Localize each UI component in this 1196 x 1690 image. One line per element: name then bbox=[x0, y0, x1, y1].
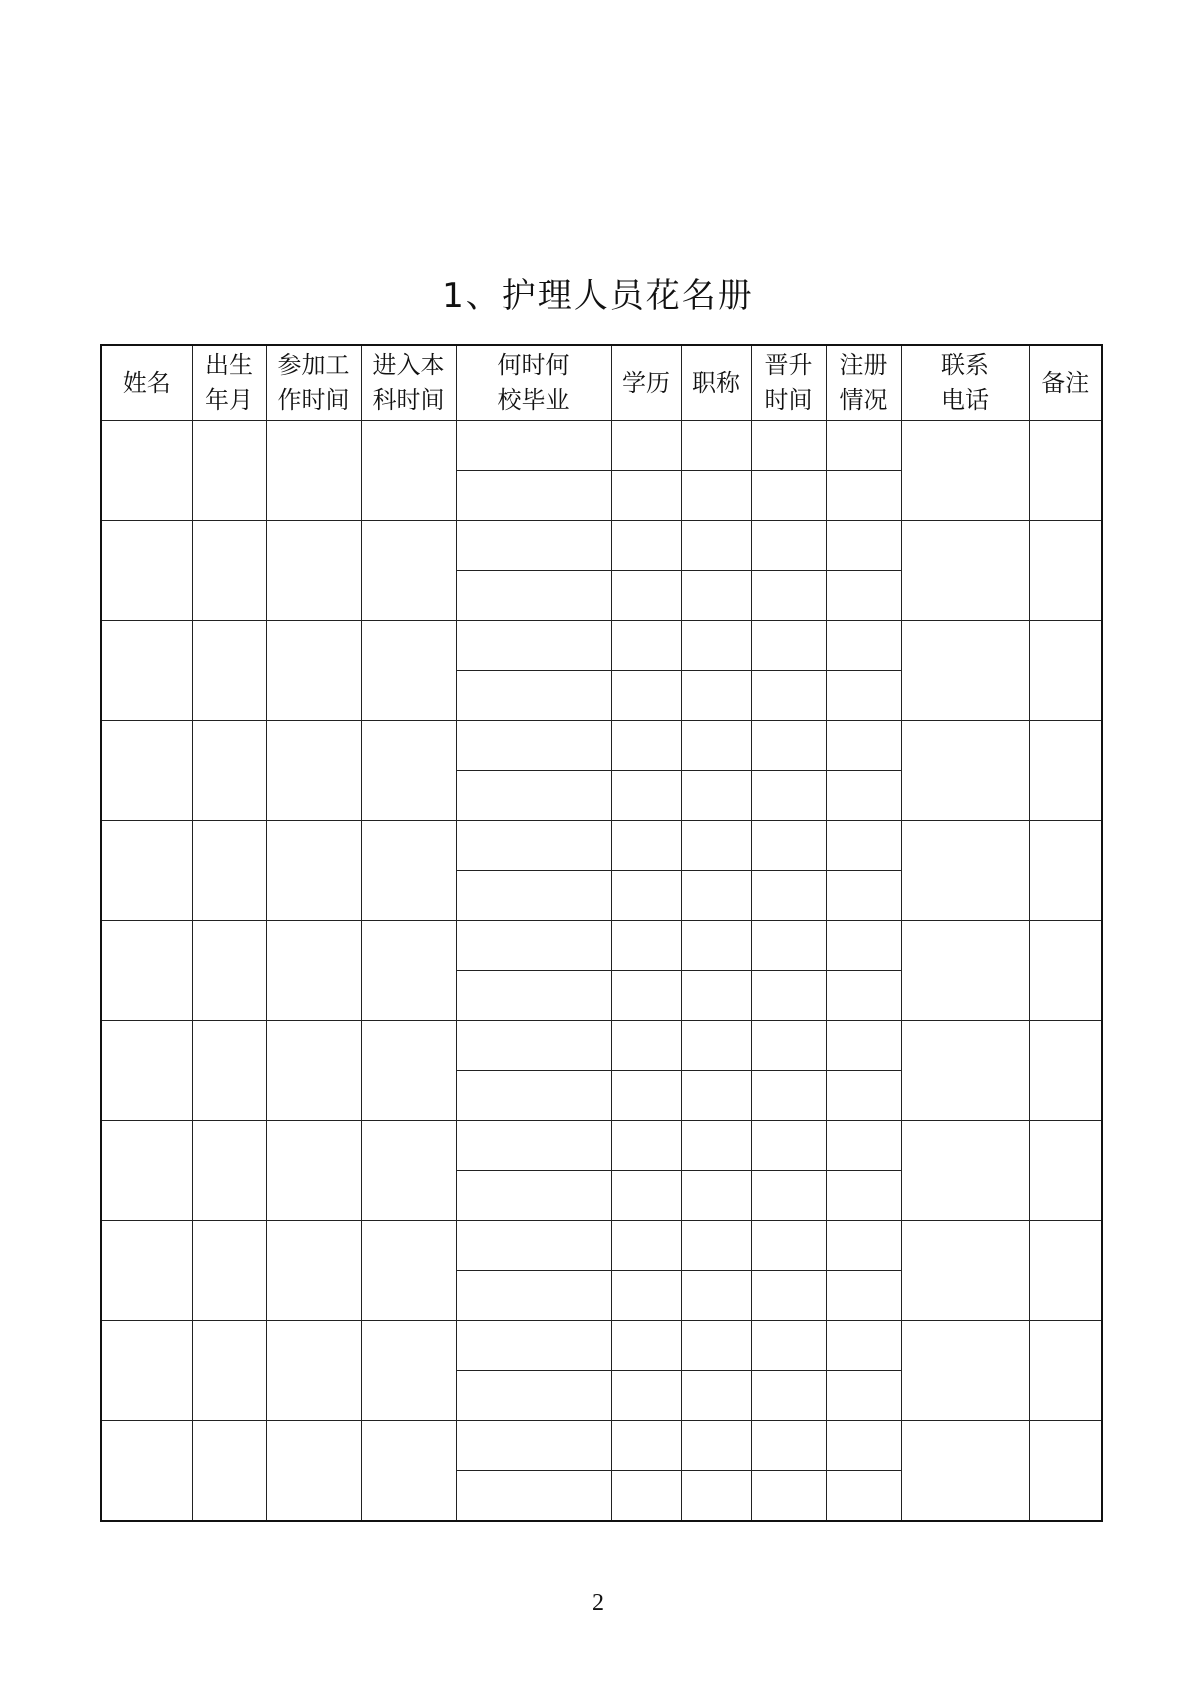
header-title-line: 职称 bbox=[692, 368, 740, 397]
cell-promotion[interactable] bbox=[751, 971, 826, 1021]
cell-title[interactable] bbox=[681, 671, 751, 721]
cell-phone[interactable] bbox=[901, 1021, 1029, 1121]
cell-work_start[interactable] bbox=[266, 1121, 361, 1221]
cell-promotion[interactable] bbox=[751, 921, 826, 971]
cell-title[interactable] bbox=[681, 871, 751, 921]
cell-birth[interactable] bbox=[192, 1421, 266, 1522]
cell-work_start[interactable] bbox=[266, 721, 361, 821]
cell-education[interactable] bbox=[611, 421, 681, 471]
header-phone-line: 电话 bbox=[941, 386, 989, 414]
header-dept_entry-line: 进入本 bbox=[372, 351, 445, 379]
cell-phone[interactable] bbox=[901, 621, 1029, 721]
cell-graduation[interactable] bbox=[456, 971, 611, 1021]
cell-remarks[interactable] bbox=[1029, 1421, 1102, 1522]
header-promotion bbox=[751, 345, 826, 421]
cell-education[interactable] bbox=[611, 921, 681, 971]
cell-phone[interactable] bbox=[901, 521, 1029, 621]
cell-education[interactable] bbox=[611, 971, 681, 1021]
cell-promotion[interactable] bbox=[751, 521, 826, 571]
cell-phone[interactable] bbox=[901, 921, 1029, 1021]
cell-birth[interactable] bbox=[192, 1221, 266, 1321]
cell-phone[interactable] bbox=[901, 821, 1029, 921]
cell-phone[interactable] bbox=[901, 721, 1029, 821]
cell-registration[interactable] bbox=[826, 471, 901, 521]
cell-registration[interactable] bbox=[826, 1321, 901, 1371]
cell-promotion[interactable] bbox=[751, 1121, 826, 1171]
cell-title[interactable] bbox=[681, 471, 751, 521]
header-work_start bbox=[266, 345, 361, 421]
cell-education[interactable] bbox=[611, 1171, 681, 1221]
cell-education[interactable] bbox=[611, 621, 681, 671]
cell-title[interactable] bbox=[681, 921, 751, 971]
cell-title[interactable] bbox=[681, 521, 751, 571]
cell-graduation[interactable] bbox=[456, 721, 611, 771]
cell-registration[interactable] bbox=[826, 671, 901, 721]
header-dept_entry-line: 科时间 bbox=[372, 386, 445, 414]
cell-education[interactable] bbox=[611, 521, 681, 571]
table-row bbox=[101, 821, 1102, 871]
cell-promotion[interactable] bbox=[751, 1221, 826, 1271]
cell-title[interactable] bbox=[681, 1021, 751, 1071]
cell-remarks[interactable] bbox=[1029, 1021, 1102, 1121]
cell-remarks[interactable] bbox=[1029, 821, 1102, 921]
cell-graduation[interactable] bbox=[456, 1221, 611, 1271]
page-number: 2 bbox=[592, 1590, 604, 1616]
header-education bbox=[611, 345, 681, 421]
cell-promotion[interactable] bbox=[751, 571, 826, 621]
cell-work_start[interactable] bbox=[266, 421, 361, 521]
header-work_start-line: 作时间 bbox=[277, 386, 350, 414]
cell-title[interactable] bbox=[681, 571, 751, 621]
cell-dept_entry[interactable] bbox=[361, 1321, 456, 1421]
cell-work_start[interactable] bbox=[266, 1321, 361, 1421]
cell-registration[interactable] bbox=[826, 1121, 901, 1171]
cell-work_start[interactable] bbox=[266, 1021, 361, 1121]
cell-birth[interactable] bbox=[192, 1321, 266, 1421]
cell-title[interactable] bbox=[681, 1421, 751, 1471]
cell-name[interactable] bbox=[101, 721, 192, 821]
cell-title[interactable] bbox=[681, 621, 751, 671]
header-birth-line: 年月 bbox=[205, 386, 253, 414]
cell-education[interactable] bbox=[611, 1371, 681, 1421]
cell-promotion[interactable] bbox=[751, 1071, 826, 1121]
header-registration bbox=[826, 345, 901, 421]
cell-education[interactable] bbox=[611, 1021, 681, 1071]
cell-title[interactable] bbox=[681, 1471, 751, 1522]
cell-graduation[interactable] bbox=[456, 1421, 611, 1471]
cell-name[interactable] bbox=[101, 1321, 192, 1421]
cell-remarks[interactable] bbox=[1029, 521, 1102, 621]
cell-registration[interactable] bbox=[826, 1471, 901, 1522]
header-graduation-line: 何时何 bbox=[497, 351, 570, 379]
cell-phone[interactable] bbox=[901, 1321, 1029, 1421]
cell-title[interactable] bbox=[681, 1221, 751, 1271]
cell-work_start[interactable] bbox=[266, 621, 361, 721]
cell-title[interactable] bbox=[681, 421, 751, 471]
cell-name[interactable] bbox=[101, 1221, 192, 1321]
cell-promotion[interactable] bbox=[751, 1271, 826, 1321]
cell-promotion[interactable] bbox=[751, 671, 826, 721]
cell-graduation[interactable] bbox=[456, 1471, 611, 1522]
cell-name[interactable] bbox=[101, 621, 192, 721]
cell-registration[interactable] bbox=[826, 621, 901, 671]
table-header-row bbox=[101, 345, 1102, 421]
cell-phone[interactable] bbox=[901, 1121, 1029, 1221]
cell-graduation[interactable] bbox=[456, 1321, 611, 1371]
header-promotion-line: 时间 bbox=[764, 386, 813, 414]
table-row bbox=[101, 1021, 1102, 1071]
cell-phone[interactable] bbox=[901, 421, 1029, 521]
table-row bbox=[101, 1221, 1102, 1271]
cell-education[interactable] bbox=[611, 871, 681, 921]
cell-title[interactable] bbox=[681, 721, 751, 771]
nursing-staff-roster-table bbox=[100, 344, 1103, 1522]
cell-remarks[interactable] bbox=[1029, 1121, 1102, 1221]
cell-graduation[interactable] bbox=[456, 871, 611, 921]
header-dept_entry bbox=[361, 345, 456, 421]
cell-promotion[interactable] bbox=[751, 421, 826, 471]
cell-education[interactable] bbox=[611, 1221, 681, 1271]
header-name-line: 姓名 bbox=[122, 368, 171, 397]
cell-promotion[interactable] bbox=[751, 1321, 826, 1371]
cell-graduation[interactable] bbox=[456, 1121, 611, 1171]
cell-education[interactable] bbox=[611, 1071, 681, 1121]
cell-title[interactable] bbox=[681, 1121, 751, 1171]
cell-registration[interactable] bbox=[826, 1421, 901, 1471]
cell-work_start[interactable] bbox=[266, 1221, 361, 1321]
table-row bbox=[101, 1421, 1102, 1471]
cell-remarks[interactable] bbox=[1029, 1221, 1102, 1321]
header-education-line: 学历 bbox=[622, 368, 670, 397]
cell-registration[interactable] bbox=[826, 871, 901, 921]
cell-remarks[interactable] bbox=[1029, 621, 1102, 721]
table-row bbox=[101, 921, 1102, 971]
cell-title[interactable] bbox=[681, 771, 751, 821]
cell-remarks[interactable] bbox=[1029, 421, 1102, 521]
cell-registration[interactable] bbox=[826, 571, 901, 621]
cell-education[interactable] bbox=[611, 1121, 681, 1171]
header-phone bbox=[901, 345, 1029, 421]
cell-registration[interactable] bbox=[826, 721, 901, 771]
cell-name[interactable] bbox=[101, 421, 192, 521]
cell-graduation[interactable] bbox=[456, 471, 611, 521]
header-registration-line: 注册 bbox=[839, 351, 888, 379]
table-row bbox=[101, 621, 1102, 671]
cell-birth[interactable] bbox=[192, 821, 266, 921]
cell-graduation[interactable] bbox=[456, 671, 611, 721]
cell-education[interactable] bbox=[611, 1271, 681, 1321]
cell-promotion[interactable] bbox=[751, 771, 826, 821]
cell-dept_entry[interactable] bbox=[361, 621, 456, 721]
cell-registration[interactable] bbox=[826, 1171, 901, 1221]
cell-name[interactable] bbox=[101, 1121, 192, 1221]
cell-graduation[interactable] bbox=[456, 771, 611, 821]
cell-dept_entry[interactable] bbox=[361, 921, 456, 1021]
table-row bbox=[101, 1121, 1102, 1171]
cell-promotion[interactable] bbox=[751, 821, 826, 871]
cell-graduation[interactable] bbox=[456, 1171, 611, 1221]
cell-education[interactable] bbox=[611, 571, 681, 621]
cell-registration[interactable] bbox=[826, 1071, 901, 1121]
cell-graduation[interactable] bbox=[456, 521, 611, 571]
cell-name[interactable] bbox=[101, 821, 192, 921]
header-graduation-line: 校毕业 bbox=[497, 386, 570, 414]
header-registration-line: 情况 bbox=[839, 386, 888, 414]
cell-promotion[interactable] bbox=[751, 1421, 826, 1471]
document-title: 1、护理人员花名册 bbox=[442, 276, 754, 316]
cell-work_start[interactable] bbox=[266, 921, 361, 1021]
table-row bbox=[101, 721, 1102, 771]
cell-registration[interactable] bbox=[826, 771, 901, 821]
cell-dept_entry[interactable] bbox=[361, 521, 456, 621]
cell-remarks[interactable] bbox=[1029, 921, 1102, 1021]
cell-dept_entry[interactable] bbox=[361, 421, 456, 521]
cell-promotion[interactable] bbox=[751, 471, 826, 521]
header-title bbox=[681, 345, 751, 421]
cell-education[interactable] bbox=[611, 471, 681, 521]
cell-birth[interactable] bbox=[192, 421, 266, 521]
cell-phone[interactable] bbox=[901, 1221, 1029, 1321]
cell-birth[interactable] bbox=[192, 1021, 266, 1121]
cell-education[interactable] bbox=[611, 821, 681, 871]
cell-birth[interactable] bbox=[192, 621, 266, 721]
table-row bbox=[101, 421, 1102, 471]
cell-dept_entry[interactable] bbox=[361, 1421, 456, 1522]
cell-education[interactable] bbox=[611, 721, 681, 771]
cell-title[interactable] bbox=[681, 821, 751, 871]
cell-registration[interactable] bbox=[826, 1271, 901, 1321]
table-row bbox=[101, 1321, 1102, 1371]
cell-work_start[interactable] bbox=[266, 521, 361, 621]
cell-dept_entry[interactable] bbox=[361, 1021, 456, 1121]
cell-dept_entry[interactable] bbox=[361, 821, 456, 921]
cell-graduation[interactable] bbox=[456, 1071, 611, 1121]
header-work_start-line: 参加工 bbox=[277, 351, 350, 379]
cell-education[interactable] bbox=[611, 1471, 681, 1522]
cell-education[interactable] bbox=[611, 1421, 681, 1471]
cell-name[interactable] bbox=[101, 1421, 192, 1522]
cell-graduation[interactable] bbox=[456, 1371, 611, 1421]
cell-promotion[interactable] bbox=[751, 871, 826, 921]
cell-title[interactable] bbox=[681, 1171, 751, 1221]
cell-graduation[interactable] bbox=[456, 1021, 611, 1071]
cell-graduation[interactable] bbox=[456, 1271, 611, 1321]
cell-registration[interactable] bbox=[826, 921, 901, 971]
header-promotion-line: 晋升 bbox=[764, 351, 813, 379]
cell-graduation[interactable] bbox=[456, 921, 611, 971]
cell-dept_entry[interactable] bbox=[361, 1221, 456, 1321]
cell-education[interactable] bbox=[611, 1321, 681, 1371]
cell-name[interactable] bbox=[101, 921, 192, 1021]
header-phone-line: 联系 bbox=[941, 351, 989, 379]
cell-title[interactable] bbox=[681, 1271, 751, 1321]
header-name bbox=[101, 345, 192, 421]
header-remarks-line: 备注 bbox=[1041, 368, 1090, 397]
cell-promotion[interactable] bbox=[751, 721, 826, 771]
cell-graduation[interactable] bbox=[456, 621, 611, 671]
cell-title[interactable] bbox=[681, 1371, 751, 1421]
cell-remarks[interactable] bbox=[1029, 721, 1102, 821]
cell-work_start[interactable] bbox=[266, 821, 361, 921]
cell-registration[interactable] bbox=[826, 421, 901, 471]
cell-birth[interactable] bbox=[192, 1121, 266, 1221]
cell-dept_entry[interactable] bbox=[361, 1121, 456, 1221]
cell-promotion[interactable] bbox=[751, 1021, 826, 1071]
cell-registration[interactable] bbox=[826, 521, 901, 571]
cell-promotion[interactable] bbox=[751, 1471, 826, 1522]
cell-name[interactable] bbox=[101, 521, 192, 621]
table-body bbox=[101, 421, 1102, 1522]
cell-birth[interactable] bbox=[192, 521, 266, 621]
cell-registration[interactable] bbox=[826, 1221, 901, 1271]
cell-graduation[interactable] bbox=[456, 421, 611, 471]
cell-birth[interactable] bbox=[192, 921, 266, 1021]
header-birth bbox=[192, 345, 266, 421]
cell-birth[interactable] bbox=[192, 721, 266, 821]
cell-promotion[interactable] bbox=[751, 621, 826, 671]
cell-name[interactable] bbox=[101, 1021, 192, 1121]
cell-phone[interactable] bbox=[901, 1421, 1029, 1522]
cell-registration[interactable] bbox=[826, 1371, 901, 1421]
cell-work_start[interactable] bbox=[266, 1421, 361, 1522]
cell-title[interactable] bbox=[681, 971, 751, 1021]
cell-education[interactable] bbox=[611, 671, 681, 721]
cell-graduation[interactable] bbox=[456, 821, 611, 871]
cell-dept_entry[interactable] bbox=[361, 721, 456, 821]
cell-title[interactable] bbox=[681, 1321, 751, 1371]
header-birth-line: 出生 bbox=[205, 351, 253, 379]
cell-promotion[interactable] bbox=[751, 1371, 826, 1421]
cell-remarks[interactable] bbox=[1029, 1321, 1102, 1421]
cell-registration[interactable] bbox=[826, 821, 901, 871]
cell-graduation[interactable] bbox=[456, 571, 611, 621]
header-graduation bbox=[456, 345, 611, 421]
table-row bbox=[101, 521, 1102, 571]
cell-promotion[interactable] bbox=[751, 1171, 826, 1221]
cell-title[interactable] bbox=[681, 1071, 751, 1121]
cell-education[interactable] bbox=[611, 771, 681, 821]
header-remarks bbox=[1029, 345, 1102, 421]
cell-registration[interactable] bbox=[826, 1021, 901, 1071]
cell-registration[interactable] bbox=[826, 971, 901, 1021]
